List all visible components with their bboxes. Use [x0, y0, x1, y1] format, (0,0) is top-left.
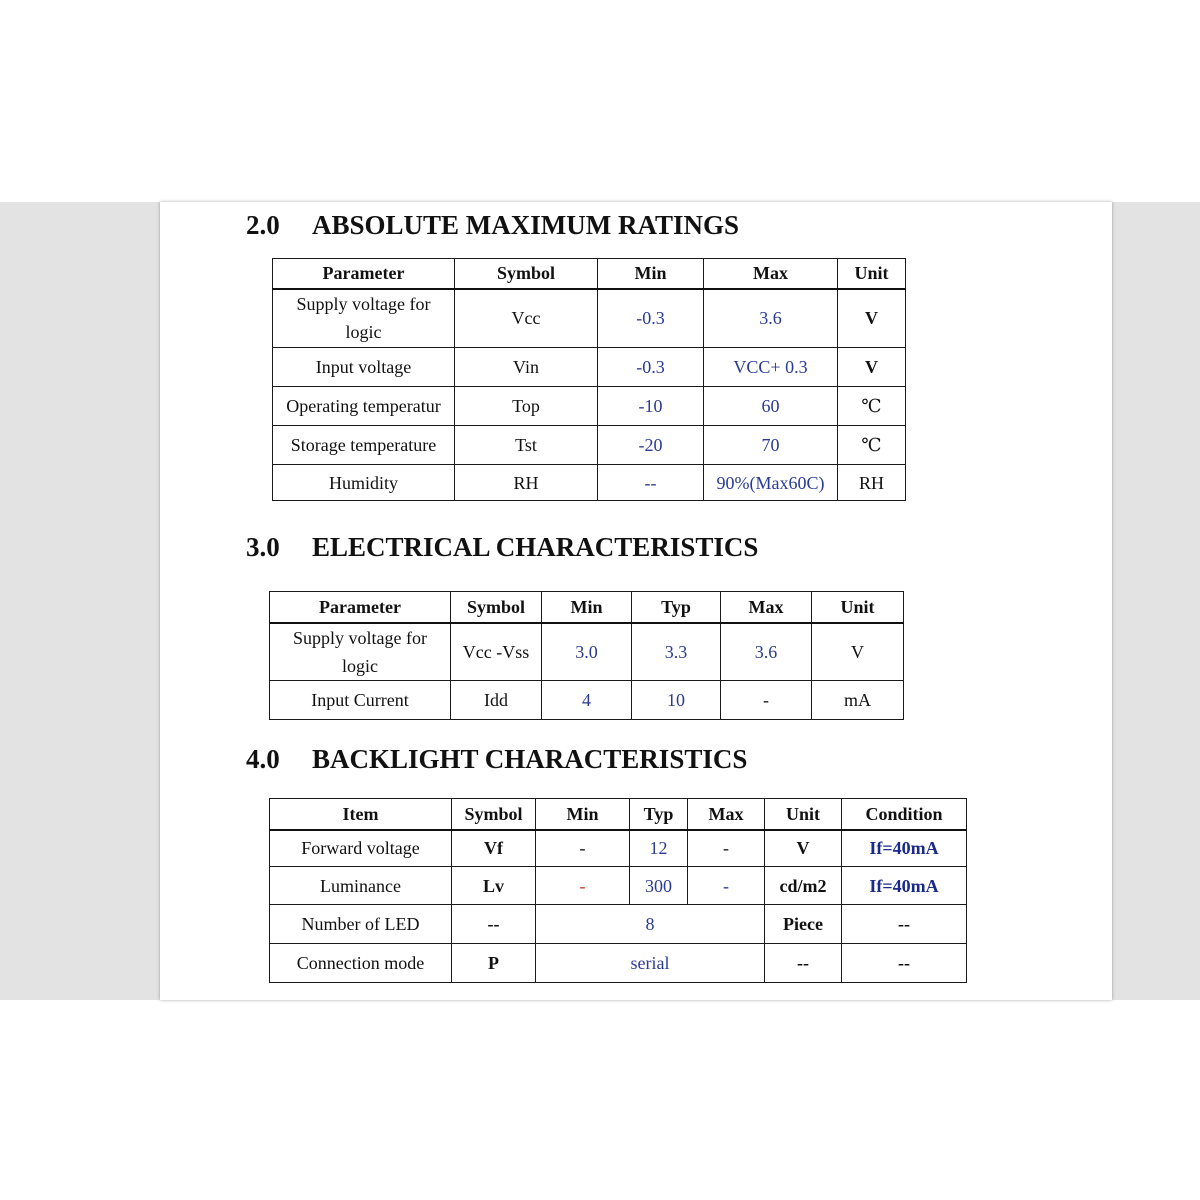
col-header: Symbol [455, 259, 598, 289]
min-cell: - [536, 867, 630, 905]
max-cell: 3.6 [704, 289, 838, 348]
unit-cell: V [838, 348, 906, 387]
unit-cell: Piece [765, 905, 842, 944]
electrical-characteristics-table [269, 591, 904, 720]
col-header: Unit [812, 592, 904, 623]
value-cell: 8 [536, 905, 765, 944]
symbol-cell: Vcc -Vss [451, 623, 542, 681]
col-header: Max [688, 799, 765, 830]
col-header: Max [721, 592, 812, 623]
table-header-row [270, 592, 904, 623]
condition-cell: -- [842, 944, 967, 983]
table-row [273, 465, 906, 501]
typ-cell: 12 [630, 830, 688, 867]
unit-cell: -- [765, 944, 842, 983]
table-row [273, 348, 906, 387]
unit-cell: V [765, 830, 842, 867]
unit-cell: RH [838, 465, 906, 501]
symbol-cell: Vf [452, 830, 536, 867]
max-cell: - [688, 830, 765, 867]
typ-cell: 3.3 [632, 623, 721, 681]
section-heading-absolute-max [246, 210, 739, 241]
table-row [270, 867, 967, 905]
symbol-cell: Vin [455, 348, 598, 387]
document-page [160, 202, 1112, 1000]
section-title: ELECTRICAL CHARACTERISTICS [312, 532, 759, 562]
value-cell: serial [536, 944, 765, 983]
unit-cell: ℃ [838, 387, 906, 426]
max-cell: - [688, 867, 765, 905]
condition-cell: If=40mA [842, 830, 967, 867]
max-cell: 60 [704, 387, 838, 426]
table-row [270, 944, 967, 983]
condition-cell: -- [842, 905, 967, 944]
min-cell: -0.3 [598, 348, 704, 387]
item-cell: Number of LED [270, 905, 452, 944]
table-row [273, 387, 906, 426]
symbol-cell: Lv [452, 867, 536, 905]
table-row [273, 426, 906, 465]
min-cell: 4 [542, 681, 632, 720]
section-number: 3.0 [246, 532, 280, 562]
table-row [270, 905, 967, 944]
param-cell: Supply voltage for logic [270, 623, 451, 681]
min-cell: -20 [598, 426, 704, 465]
col-header: Parameter [273, 259, 455, 289]
symbol-cell: Top [455, 387, 598, 426]
max-cell: - [721, 681, 812, 720]
symbol-cell: Idd [451, 681, 542, 720]
col-header: Parameter [270, 592, 451, 623]
table-header-row [273, 259, 906, 289]
unit-cell: cd/m2 [765, 867, 842, 905]
symbol-cell: Vcc [455, 289, 598, 348]
table-row [273, 289, 906, 348]
section-title: BACKLIGHT CHARACTERISTICS [312, 744, 748, 774]
min-cell: - [536, 830, 630, 867]
max-cell: 70 [704, 426, 838, 465]
typ-cell: 300 [630, 867, 688, 905]
col-header: Item [270, 799, 452, 830]
min-cell: 3.0 [542, 623, 632, 681]
max-cell: 90%(Max60C) [704, 465, 838, 501]
symbol-cell: Tst [455, 426, 598, 465]
unit-cell: mA [812, 681, 904, 720]
col-header: Typ [630, 799, 688, 830]
symbol-cell: RH [455, 465, 598, 501]
symbol-cell: -- [452, 905, 536, 944]
param-cell: Input voltage [273, 348, 455, 387]
col-header: Min [542, 592, 632, 623]
param-cell: Input Current [270, 681, 451, 720]
col-header: Min [598, 259, 704, 289]
section-number: 4.0 [246, 744, 280, 774]
table-header-row [270, 799, 967, 830]
col-header: Condition [842, 799, 967, 830]
backlight-characteristics-table [269, 798, 967, 983]
absolute-max-ratings-table [272, 258, 906, 501]
col-header: Unit [765, 799, 842, 830]
param-cell: Humidity [273, 465, 455, 501]
section-title: ABSOLUTE MAXIMUM RATINGS [312, 210, 740, 240]
param-cell: Storage temperature [273, 426, 455, 465]
symbol-cell: P [452, 944, 536, 983]
max-cell: VCC+ 0.3 [704, 348, 838, 387]
table-row [270, 830, 967, 867]
min-cell: -- [598, 465, 704, 501]
col-header: Symbol [451, 592, 542, 623]
col-header: Max [704, 259, 838, 289]
condition-cell: If=40mA [842, 867, 967, 905]
unit-cell: V [812, 623, 904, 681]
item-cell: Luminance [270, 867, 452, 905]
table-row [270, 623, 904, 681]
col-header: Symbol [452, 799, 536, 830]
unit-cell: V [838, 289, 906, 348]
param-cell: Supply voltage for logic [273, 289, 455, 348]
item-cell: Forward voltage [270, 830, 452, 867]
max-cell: 3.6 [721, 623, 812, 681]
table-row [270, 681, 904, 720]
typ-cell: 10 [632, 681, 721, 720]
section-heading-electrical [246, 532, 758, 563]
col-header: Unit [838, 259, 906, 289]
section-heading-backlight [246, 744, 747, 775]
item-cell: Connection mode [270, 944, 452, 983]
col-header: Typ [632, 592, 721, 623]
param-cell: Operating temperatur [273, 387, 455, 426]
min-cell: -10 [598, 387, 704, 426]
min-cell: -0.3 [598, 289, 704, 348]
unit-cell: ℃ [838, 426, 906, 465]
section-number: 2.0 [246, 210, 280, 240]
col-header: Min [536, 799, 630, 830]
